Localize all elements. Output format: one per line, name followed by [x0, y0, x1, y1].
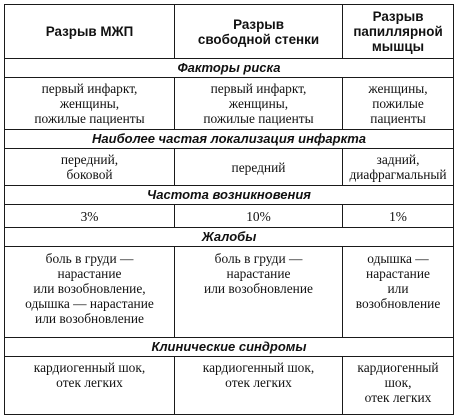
table-cell: первый инфаркт, женщины, пожилые пациенты	[175, 78, 343, 130]
table-cell: задний, диафрагмальный	[343, 149, 454, 186]
section-row-localization	[5, 130, 454, 149]
table-cell: первый инфаркт, женщины, пожилые пациенты	[5, 78, 175, 130]
section-row-complaints	[5, 228, 454, 247]
section-title: Клинические синдромы	[5, 338, 454, 357]
header-cell-papillary-muscle-rupture: Разрыв папиллярной мышцы	[343, 5, 454, 59]
table-row	[5, 149, 454, 186]
header-cell-free-wall-rupture: Разрыв свободной стенки	[175, 5, 343, 59]
table-cell: одышка — нарастание или возобновление	[343, 247, 454, 338]
header-row	[5, 5, 454, 59]
table-cell: боль в груди — нарастание или возобновление, одышка — нарастание или возобновление	[5, 247, 175, 338]
table-cell: 3%	[5, 205, 175, 228]
header-cell-vsd-rupture: Разрыв МЖП	[5, 5, 175, 59]
section-title: Жалобы	[5, 228, 454, 247]
table-cell: боль в груди — нарастание или возобновление	[175, 247, 343, 338]
table-row	[5, 357, 454, 415]
table-cell: 1%	[343, 205, 454, 228]
section-row-frequency	[5, 186, 454, 205]
table-cell: кардиогенный шок, отек легких	[175, 357, 343, 415]
table-row	[5, 205, 454, 228]
comparison-table	[4, 4, 454, 415]
section-title: Факторы риска	[5, 59, 454, 78]
table-row	[5, 78, 454, 130]
section-title: Наиболее частая локализация инфаркта	[5, 130, 454, 149]
section-row-clinical-syndromes	[5, 338, 454, 357]
table-cell: кардиогенный шок, отек легких	[5, 357, 175, 415]
table-row	[5, 247, 454, 338]
section-row-risk-factors	[5, 59, 454, 78]
section-title: Частота возникновения	[5, 186, 454, 205]
table-cell: женщины, пожилые пациенты	[343, 78, 454, 130]
table-cell: 10%	[175, 205, 343, 228]
table-cell: кардиогенный шок, отек легких	[343, 357, 454, 415]
table-cell: передний, боковой	[5, 149, 175, 186]
table-cell: передний	[175, 149, 343, 186]
